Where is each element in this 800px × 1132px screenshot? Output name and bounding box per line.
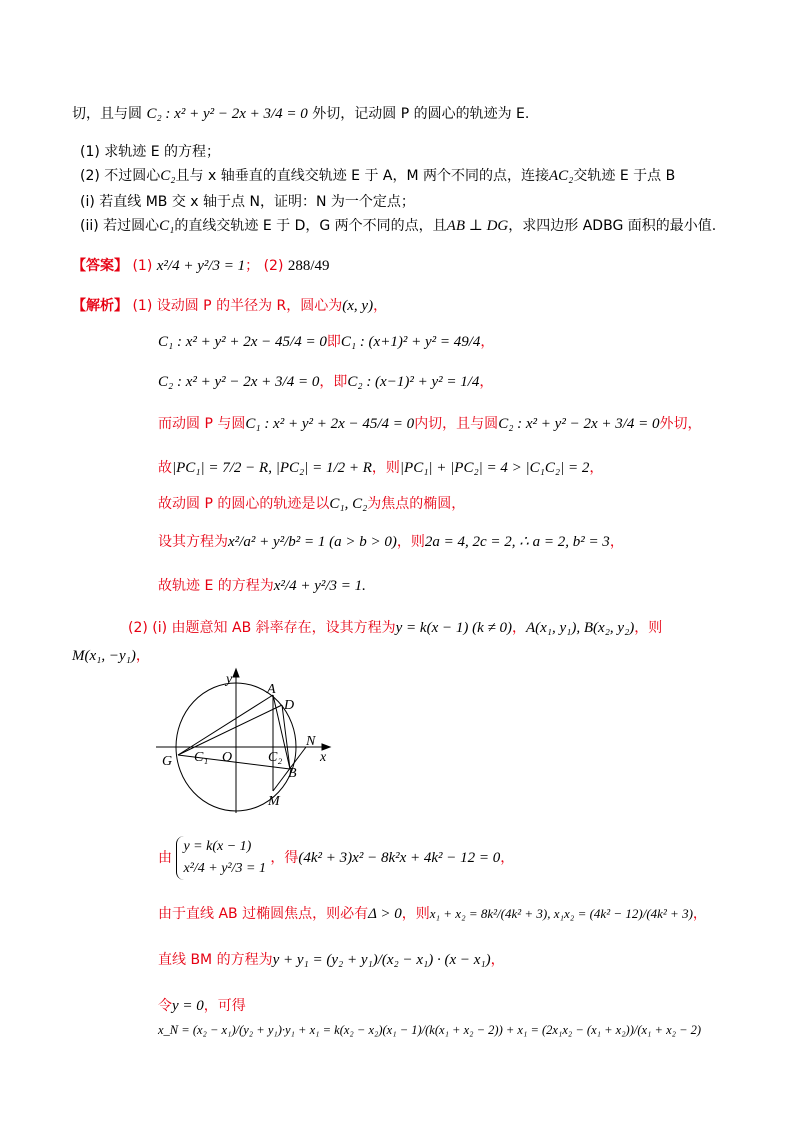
solution-line-1 xyxy=(72,296,387,316)
text: ， xyxy=(589,460,604,476)
text: ，则 xyxy=(401,906,430,922)
text: 由于直线 AB 过椭圆焦点，则必有 xyxy=(158,906,369,922)
math: (4k² + 3)x² − 8k²x + 4k² − 12 = 0 xyxy=(298,850,501,866)
text: ， xyxy=(609,534,624,550)
label-o: O xyxy=(222,750,233,765)
text: 且与 x 轴垂直的直线交轨迹 E 于 A，M 两个不同的点，连接 xyxy=(175,168,550,184)
text: 故 xyxy=(158,460,172,476)
math: x_N = (x₂ − x₁)/(y₂ + y₁)·y₁ + x₁ = k(x₂ − x₂)(x₁ − 1)/(k(x₁ + x₂ − 2)) + x₁ = (2x₁x₂ − (x₁ + x₂))/(x₁ + x₂ − 2) xyxy=(158,1023,702,1037)
math: C₂ xyxy=(160,168,176,184)
text: 即 xyxy=(326,334,341,350)
equation-system xyxy=(176,836,266,880)
math: AB ⊥ DG xyxy=(446,218,509,234)
label-c2: C₂ xyxy=(268,750,283,765)
text: ， xyxy=(511,620,526,636)
label-n: N xyxy=(306,734,316,749)
math: (x, y) xyxy=(342,298,374,314)
label-m: M xyxy=(268,794,280,809)
text: 交轨迹 E 于点 B xyxy=(573,168,676,184)
label-g: G xyxy=(162,754,173,769)
text: 内切，且与圆 xyxy=(414,416,499,432)
solution-line-8 xyxy=(158,576,366,596)
solution-line-4 xyxy=(158,414,702,434)
math: Δ > 0 xyxy=(368,906,402,922)
text: 外切， xyxy=(659,416,702,432)
text: ，则 xyxy=(634,620,663,636)
math: A(x₁, y₁), B(x₂, y₂) xyxy=(525,620,635,636)
solution-line-14-formula xyxy=(158,1020,701,1040)
text: 故轨迹 E 的方程为 xyxy=(158,578,274,594)
text: ； xyxy=(245,258,260,274)
math: C₂ : (x−1)² + y² = 1/4 xyxy=(347,374,480,390)
text: (2) 不过圆心 xyxy=(80,168,161,184)
math: 288/49 xyxy=(287,258,330,274)
text: 设其方程为 xyxy=(158,534,228,550)
label-y: y xyxy=(226,672,233,687)
ellipse-figure xyxy=(150,665,340,815)
label-c1: C₁ xyxy=(194,750,209,765)
system-eq-2: x²/4 + y²/3 = 1 xyxy=(183,861,266,876)
text: (2) xyxy=(263,258,284,274)
solution-line-12 xyxy=(158,904,707,924)
label-x: x xyxy=(320,750,327,765)
text: 故动圆 P 的圆心的轨迹是以 xyxy=(158,496,330,512)
text: (ii) 若过圆心 xyxy=(80,218,160,234)
solution-line-13 xyxy=(158,950,505,970)
problem-part-2-ii xyxy=(80,216,716,236)
label-d: D xyxy=(284,698,295,713)
text: ， xyxy=(500,850,515,866)
math: x²/a² + y²/b² = 1 (a > b > 0) xyxy=(228,534,397,550)
solution-line-11 xyxy=(158,836,514,880)
system-eq-1: y = k(x − 1) xyxy=(183,839,252,854)
text: ，得 xyxy=(270,850,299,866)
answer-line xyxy=(72,256,330,276)
text: (2) (i) 由题意知 AB 斜率存在，设其方程为 xyxy=(128,620,396,636)
problem-part-2 xyxy=(80,166,675,186)
label-a: A xyxy=(267,682,276,697)
math: x₁ + x₂ = 8k²/(4k² + 3), x₁x₂ = (4k² − 12)/(4k² + 3) xyxy=(429,906,693,921)
text: ， xyxy=(480,334,495,350)
math: y = k(x − 1) (k ≠ 0) xyxy=(395,620,512,636)
math-c2-equation: C₂ : x² + y² − 2x + 3/4 = 0 xyxy=(146,106,308,122)
solution-line-5 xyxy=(158,458,603,478)
text: (1) 求轨迹 E 的方程； xyxy=(80,144,221,160)
text: ， xyxy=(490,952,505,968)
text: 直线 BM 的方程为 xyxy=(158,952,273,968)
solution-line-6 xyxy=(158,494,465,514)
text: ， xyxy=(692,906,707,922)
text: ，求四边形 ADBG 面积的最小值. xyxy=(508,218,717,234)
text: ，则 xyxy=(371,460,400,476)
text: 外切，记动圆 P 的圆心的轨迹为 E. xyxy=(312,106,530,122)
solution-line-2 xyxy=(158,332,494,352)
solution-label: 【解析】 xyxy=(72,298,128,314)
math: y = 0 xyxy=(172,998,204,1014)
label-b: B xyxy=(288,766,297,781)
text: 令 xyxy=(158,998,172,1014)
text: ，即 xyxy=(319,374,348,390)
math: C₂ : x² + y² − 2x + 3/4 = 0 xyxy=(158,374,320,390)
text: 切，且与圆 xyxy=(72,106,142,122)
math: C₁ xyxy=(159,218,175,234)
text: ， xyxy=(135,648,150,664)
math: x²/4 + y²/3 = 1 xyxy=(156,258,246,274)
solution-line-3 xyxy=(158,372,493,392)
y-axis-arrow xyxy=(233,669,239,677)
solution-line-7 xyxy=(158,532,624,552)
text: (1) xyxy=(132,258,153,274)
solution-line-14 xyxy=(158,996,246,1016)
line-db xyxy=(282,705,290,769)
math: x²/4 + y²/3 = 1. xyxy=(273,578,366,594)
text: 的直线交轨迹 E 于 D，G 两个不同的点，且 xyxy=(174,218,447,234)
solution-line-9 xyxy=(128,618,662,638)
math: |PC₁| = 7/2 − R, |PC₂| = 1/2 + R xyxy=(172,460,372,476)
math: C₁ : x² + y² + 2x − 45/4 = 0 xyxy=(158,334,327,350)
problem-part-1 xyxy=(80,142,220,162)
text: ，则 xyxy=(396,534,425,550)
math: y + y₁ = (y₂ + y₁)/(x₂ − x₁) · (x − x₁) xyxy=(272,952,491,968)
math: C₂ : x² + y² − 2x + 3/4 = 0 xyxy=(498,416,660,432)
text: 为焦点的椭圆， xyxy=(367,496,466,512)
solution-line-10 xyxy=(72,646,150,666)
math: 2a = 4, 2c = 2, ∴ a = 2, b² = 3 xyxy=(424,534,610,550)
text: ， xyxy=(373,298,388,314)
text: ，可得 xyxy=(203,998,246,1014)
answer-label: 【答案】 xyxy=(72,258,128,274)
text: 而动圆 P 与圆 xyxy=(158,416,246,432)
math: C₁ : (x+1)² + y² = 49/4 xyxy=(340,334,481,350)
math: |PC₁| + |PC₂| = 4 > |C₁C₂| = 2 xyxy=(399,460,590,476)
line-ga xyxy=(178,695,273,755)
text: 由 xyxy=(158,850,172,866)
problem-line-1 xyxy=(72,104,529,124)
text: ， xyxy=(479,374,494,390)
math: C₁ : x² + y² + 2x − 45/4 = 0 xyxy=(245,416,415,432)
math: AC₂ xyxy=(549,168,574,184)
text: (1) 设动圆 P 的半径为 R，圆心为 xyxy=(132,298,343,314)
math: M(x₁, −y₁) xyxy=(72,648,136,664)
text: (i) 若直线 MB 交 x 轴于点 N，证明：N 为一个定点； xyxy=(80,194,415,210)
problem-part-2-i xyxy=(80,192,415,212)
math: C₁, C₂ xyxy=(329,496,368,512)
